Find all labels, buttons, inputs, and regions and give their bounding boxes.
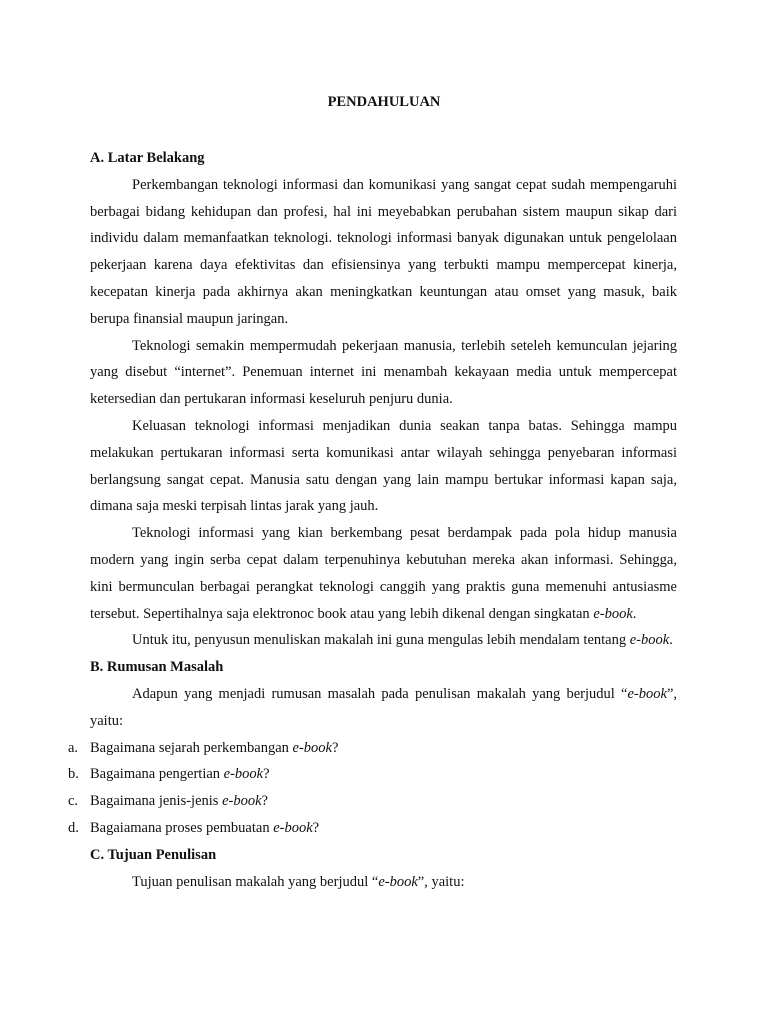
list-marker: c. xyxy=(68,793,79,810)
text-run: ”, yaitu: xyxy=(417,873,465,890)
italic-term: e-book xyxy=(593,605,633,622)
text-run: ”, yaitu: xyxy=(90,685,677,729)
list-item xyxy=(68,788,677,815)
text-run: ? xyxy=(312,819,320,836)
italic-term: e-book xyxy=(629,632,670,649)
italic-term: e-book xyxy=(378,873,418,890)
text-run: . xyxy=(669,632,673,649)
paragraph xyxy=(90,681,677,735)
paragraph xyxy=(90,869,677,896)
list-item xyxy=(68,815,677,842)
text-run: ? xyxy=(331,739,339,756)
paragraph: Teknologi semakin mempermudah pekerjaan manusia, terlebih seteleh kemunculan jejaring yang disebut “internet”. Penemuan internet ini menambah kekayaan media untuk mempercepat ketersedian dan pertukaran informasi keseluruh penjuru dunia. xyxy=(90,337,677,408)
list-marker: b. xyxy=(68,766,79,783)
italic-term: e-book xyxy=(273,819,313,836)
paragraph xyxy=(90,627,677,654)
text-run: Bagaimana jenis-jenis xyxy=(90,793,223,810)
section-heading-tujuan-penulisan: C. Tujuan Penulisan xyxy=(90,846,217,863)
list-marker: a. xyxy=(68,739,79,756)
section-heading-rumusan-masalah: B. Rumusan Masalah xyxy=(90,659,224,676)
paragraph: Perkembangan teknologi informasi dan komunikasi yang sangat cepat sudah mempengaruhi berbagai bidang kehidupan dan profesi, hal ini meyebabkan perubahan sistem maupun sikap dari individu dalam memanfaatkan teknologi. teknologi informasi banyak digunakan untuk pengelolaan pekerjaan karena daya efektivitas dan efisiensinya yang terbukti mampu mempercepat kinerja, kecepatan kinerja pada akhirnya akan meningkatkan keuntungan atau omset yang masuk, baik berupa finansial maupun jaringan. xyxy=(90,176,677,327)
text-run: Adapun yang menjadi rumusan masalah pada penulisan makalah yang berjudul “ xyxy=(132,685,628,702)
text-run: Bagaiamana proses pembuatan xyxy=(90,819,274,836)
text-run: Tujuan penulisan makalah yang berjudul “ xyxy=(132,873,379,890)
text-run: ? xyxy=(263,766,270,783)
text-run: Teknologi informasi yang kian berkembang pesat berdampak pada pola hidup manusia modern yang ingin serba cepat dalam terpenuhinya kebutuhan mereka akan informasi. Sehingga, kini bermunculan berbagai perangkat teknologi canggih yang praktis guna memenuhi antusiasme tersebut. Sepertihalnya saja elektronoc book atau yang lebih dikenal dengan singkatan xyxy=(90,525,677,622)
text-run: ? xyxy=(261,793,268,810)
list-item xyxy=(68,761,677,788)
list-marker: d. xyxy=(68,819,79,836)
text-run: Untuk itu, penyusun menuliskan makalah ini guna mengulas lebih mendalam tentang xyxy=(132,632,630,649)
italic-term: e-book xyxy=(292,739,332,756)
italic-term: e-book xyxy=(223,766,264,783)
problem-list xyxy=(68,735,677,842)
paragraph xyxy=(90,520,677,627)
italic-term: e-book xyxy=(222,793,262,810)
italic-term: e-book xyxy=(627,685,667,702)
text-run: Bagaimana sejarah perkembangan xyxy=(90,739,293,756)
list-item xyxy=(68,735,677,762)
text-run: . xyxy=(632,605,637,622)
section-heading-latar-belakang: A. Latar Belakang xyxy=(90,150,205,166)
text-run: Bagaimana pengertian xyxy=(90,766,224,783)
paragraph: Keluasan teknologi informasi menjadikan dunia seakan tanpa batas. Sehingga mampu melakukan pertukaran informasi serta komunikasi antar wilayah sehingga penyebaran informasi berlangsung sangat cepat. Manusia satu dengan yang lain mampu bertukar informasi kapan saja, dimana saja meski terpisah lintas jarak yang jauh. xyxy=(90,417,677,515)
document-body xyxy=(68,145,677,895)
page-title: PENDAHULUAN xyxy=(327,94,441,110)
